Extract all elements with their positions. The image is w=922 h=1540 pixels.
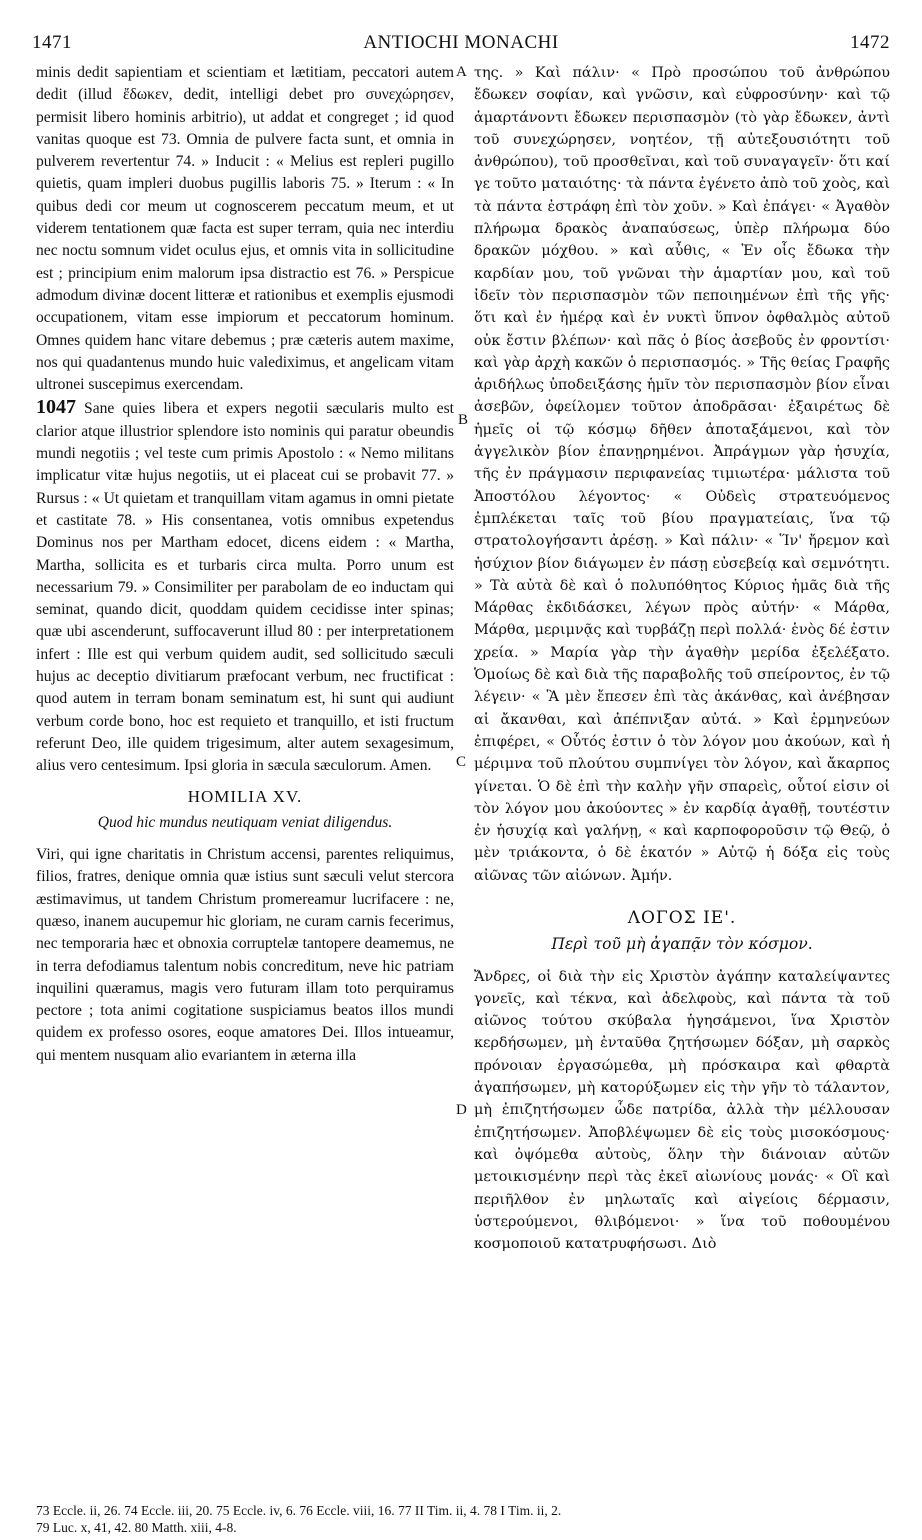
footnote-line-2: 79 Luc. x, 41, 42. 80 Matth. xiii, 4-8. — [36, 1520, 237, 1535]
greek-paragraph-1: της. » Καὶ πάλιν· « Πρὸ προσώπου τοῦ ἀνθρώπου ἔδωκεν σοφίαν, καὶ γνῶσιν, καὶ εὐφροσύνην· καὶ τῷ ἁμαρτάνοντι ἔδωκεν περισπασμὸν (τὸ γὰρ ἔδωκεν, ἀντὶ τοῦ συνεχώρησεν, νοητέον, τῇ αὐτεξουσιότητι τοῦ ἀνθρώπου), τοῦ προσθεῖναι, καὶ τοῦ συναγαγεῖν· ὅτι καί γε τοῦτο ματαιότης· τὰ πάντα ἐγένετο ἀπὸ τοῦ χοὸς, καὶ τὰ πάντα ἐστράφη ἐπὶ τὸν χοῦν. » Καὶ ἐπάγει· « Ἀγαθὸν πλήρωμα δρακὸς ἀναπαύσεως, ὑπὲρ πλήρωμα δύο δρακῶν μόχθου. » καὶ αὖθις, « Ἐν οἷς ἔδωκα τὴν καρδίαν μου, τοῦ γνῶναι τὴν ἁμαρτίαν μου, καὶ τοῦ ἰδεῖν τὸν περισπασμὸν τῶν πεποιημένων ἐπὶ τῆς γῆς· ὅτι καὶ ἐν ἡμέρᾳ καὶ ἐν νυκτὶ ὕπνον ὀφθαλμὸς αὐτοῦ οὐκ ἔστιν βλέπων· καὶ πᾶς ὁ βίος ἀσεβοῦς ἐν φροντίσι· καὶ γὰρ ἀρχὴ κακῶν ὁ περισπασμός. » Τῆς θείας Γραφῆς ἀριδήλως ὑποδειξάσης ἡμῖν τὸν περισπασμὸν βίον εἶναι ἀσεβῶν, ὀφείλομεν τοῦτον ἀποδρᾶσαι· ἐξαιρέτως δὲ ἡμεῖς οἱ τῷ κόσμῳ δῆθεν ἀποταξάμενοι, καὶ τὸν ἀγγελικὸν βίον ἐπανῃρημένοι. Ἀπράγμων γὰρ ἡσυχία, τῆς ἐν πράγμασιν περιφανείας τιμιωτέρα· μάλιστα τοῦ Ἀποστόλου λέγοντος· « Οὐδεὶς στρατευόμενος ἐμπλέκεται ταῖς τοῦ βίου πραγματείαις, ἵνα τῷ στρατολογήσαντι ἀρέσῃ. » Καὶ πάλιν· « Ἵν' ἤρεμον καὶ ἡσύχιον βίον διάγωμεν ἐν πάσῃ εὐσεβείᾳ καὶ σεμνότητι. » Τὰ αὐτὰ δὲ καὶ ὁ πολυπόθητος Κύριος ἡμᾶς διὰ τῆς Μάρθας ἐκδιδάσκει, λέγων πρὸς αὐτήν· « Μάρθα, Μάρθα, μεριμνᾷς καὶ τυρβάζῃ περὶ πολλά· ἑνὸς δέ ἐστιν χρεία. » Μαρία γὰρ τὴν ἀγαθὴν μερίδα ἐξελέξατο. Ὁμοίως δὲ καὶ διὰ τῆς παραβολῆς τοῦ σπείροντος, ἐν τῷ λέγειν· « Ἃ μὲν ἔπεσεν ἐπὶ τὰς ἀκάνθας, καὶ ἀνέβησαν αἱ ἄκανθαι, καὶ ἀπέπνιξαν αὐτά. » Καὶ ἑρμηνεύων ἐπιφέρει, « Οὗτός ἐστιν ὁ τὸν λόγον μου ἀκούων, καὶ ἡ μέριμνα τοῦ πλούτου συμπνίγει τὸν λόγον, καὶ ἄκαρπος γίνεται. Ὁ δὲ ἐπὶ τὴν καλὴν γῆν σπαρεὶς, οὗτοί εἰσιν οἱ τὸν λόγον μου ἀκούοντες » ἐν καρδίᾳ ἀγαθῇ, τουτέστιν ἐν ἡσυχίᾳ καὶ γαλήνῃ, « καὶ καρποφοροῦσιν τῷ Θεῷ, ὁ μὲν τριάκοντα, ὁ δὲ ἑκατόν » Αὐτῷ ἡ δόξα εἰς τοὺς αἰῶνας τῶν αἰώνων. Ἀμήν. — [474, 65, 890, 884]
greek-logos-subheading: Περὶ τοῦ μὴ ἀγαπᾷν τὸν κόσμον. — [551, 935, 813, 954]
greek-logos-heading: ΛΟΓΟΣ ΙΕ'. — [627, 907, 737, 928]
running-title: ANTIOCHI MONACHI — [363, 32, 559, 53]
page-number-left: 1471 — [32, 32, 72, 53]
margin-letter-b: B — [458, 412, 469, 428]
footnote-line-1: 73 Eccle. ii, 26. 74 Eccle. iii, 20. 75 Eccle. iv, 6. 76 Eccle. viii, 16. 77 II Tim. ii, 4. 78 I Tim. ii, 2. — [36, 1503, 562, 1518]
latin-homily-subheading: Quod hic mundus neutiquam veniat diligendus. — [97, 813, 393, 831]
latin-paragraph-3: Viri, qui igne charitatis in Christum accensi, parentes reliquimus, filios, fratres, denique omnia quæ istius sunt sæculi velut stercora æstimavimus, ut tandem Christum promereamur lucrifacere : ne, quæso, inanem aucupemur hic gloriam, ne curam carnis fecerimus, nec temporaria hæc et obnoxia corruptelæ tantopere deamemus, ne in terra defodiamus talentum nobis concreditum, neve hic patriam inquilini quæramus, magis vero futuram illam toto perquiramus pectore ; tota animi cogitatione suspiciamus beatos illos mundi quidem ex professo osores, eoque amatores Dei. Illos intueamur, qui mentem nusquam alio evariantem in æterna illa — [36, 846, 454, 1064]
running-header — [32, 32, 890, 62]
margin-letter-a: A — [456, 64, 467, 80]
latin-paragraph-2-text: Sane quies libera et expers negotii sæcularis multo est clarior atque illustrior splendore isto nominis qui paratur obeundis mundi negotiis ; vel teste cum primis Apostolo : « Nemo militans implicatur vitæ hujus negotiis, ut ei placeat cui se probavit 77. » Rursus : « Ut quietam et tranquillam vitam agamus in omni pietate et castitate 78. » His consentanea, votis omnibus expetendus Dominus nos per Martham edocet, dicens eidem : « Martha, Martha, sollicita es et turbaris circa multa. Porro unum est necessarium 79. » Consimiliter per parabolam de eo inductam qui seminat, quando dicit, quoddam quidem cecidisse inter spinas; quæ ubi ascenderunt, suffocaverunt illud 80 : per interpretationem infert : Ille est qui verbum quidem audit, sed sollicitudo sæculi hujus ac deceptio divitiarum præfocant verbum, nec fructificat : quod autem in terram bonam seminatum est, hi sunt qui audiunt verbum corde bono, hoc est requieto et tranquillo, et isti fructum referunt Deo, ille quidem trigesimum, alter autem sexagesimum, alius vero centesimum. Ipsi gloria in sæcula sæculorum. Amen. — [36, 400, 454, 775]
margin-letter-d: D — [456, 1102, 467, 1118]
page-number-right: 1472 — [850, 32, 890, 53]
column-number: 1047 — [36, 396, 76, 419]
latin-homily-heading: HOMILIA XV. — [187, 786, 303, 806]
margin-letter-c: C — [456, 754, 467, 770]
latin-column — [36, 62, 454, 1067]
greek-paragraph-2: Ἄνδρες, οἱ διὰ τὴν εἰς Χριστὸν ἀγάπην καταλείψαντες γονεῖς, καὶ τέκνα, καὶ ἀδελφοὺς, καὶ πάντα τὰ τοῦ αἰῶνος τούτου σκύβαλα ἡγησάμενοι, ἵνα Χριστὸν κερδήσωμεν, μὴ ἐνταῦθα ζητήσωμεν δόξαν, μὴ σαρκὸς πρόνοιαν ἐργασώμεθα, μὴ πρόσκαιρα καὶ φθαρτὰ ἀγαπήσωμεν, μὴ κατορύξωμεν εἰς τὴν γῆν τὸ τάλαντον, μὴ ἐπιζητήσωμεν ὧδε πατρίδα, ἀλλὰ τὴν μέλλουσαν ἐπιζητήσωμεν. Ἀποβλέψωμεν δὲ εἰς τοὺς μισοκόσμους· καὶ ὀψόμεθα αὐτοὺς, ὅλην τὴν διάνοιαν αὐτῶν μετοικισμένην περὶ τὰς ἐκεῖ αἰωνίους μονάς· « Οἳ καὶ περιῆλθον ἐν μηλωταῖς καὶ αἰγείοις δέρμασιν, ὑστερούμενοι, θλιβόμενοι· » ἵνα τοῦ ποθουμένου κοσμοποιοῦ κατατρυφήσωσι. Διὸ — [474, 968, 890, 1253]
greek-column — [474, 62, 890, 1255]
latin-paragraph-2 — [36, 396, 454, 777]
latin-paragraph-1: minis dedit sapientiam et scientiam et lætitiam, peccatori autem dedit (illud ἔδωκεν, dedit, intelligi debet pro συνεχώρησεν, permisit libero hominis arbitrio), ut addat et congreget ; id quod vanitas quoque est 73. Omnia de pulvere facta sunt, et omnia in pulverem revertentur 74. » Inducit : « Melius est repleri pugillo quietis, quam impleri duobus pugillis laboris 75. » Iterum : « In quibus dedi cor meum ut cognoscerem peccatum meum, et ut viderem tentationem quæ facta est super terram, quia nec interdiu nec noctu somnum videt oculus ejus, et omnis vita in sollicitudine est ; principium enim malorum ipsa distractio est 76. » Perspicue admodum divinæ docent litteræ et rationibus et exemplis ejusmodi occupationem, vitam esse impiorum et peccatorum hominum. Omnes quidem hanc vitare debemus ; præ cæteris autem maxime, nos qui quadantenus mundo huic valediximus, et angelicam vitam ultronei suscepimus exercendam. — [36, 64, 454, 394]
footnotes — [36, 1502, 890, 1536]
